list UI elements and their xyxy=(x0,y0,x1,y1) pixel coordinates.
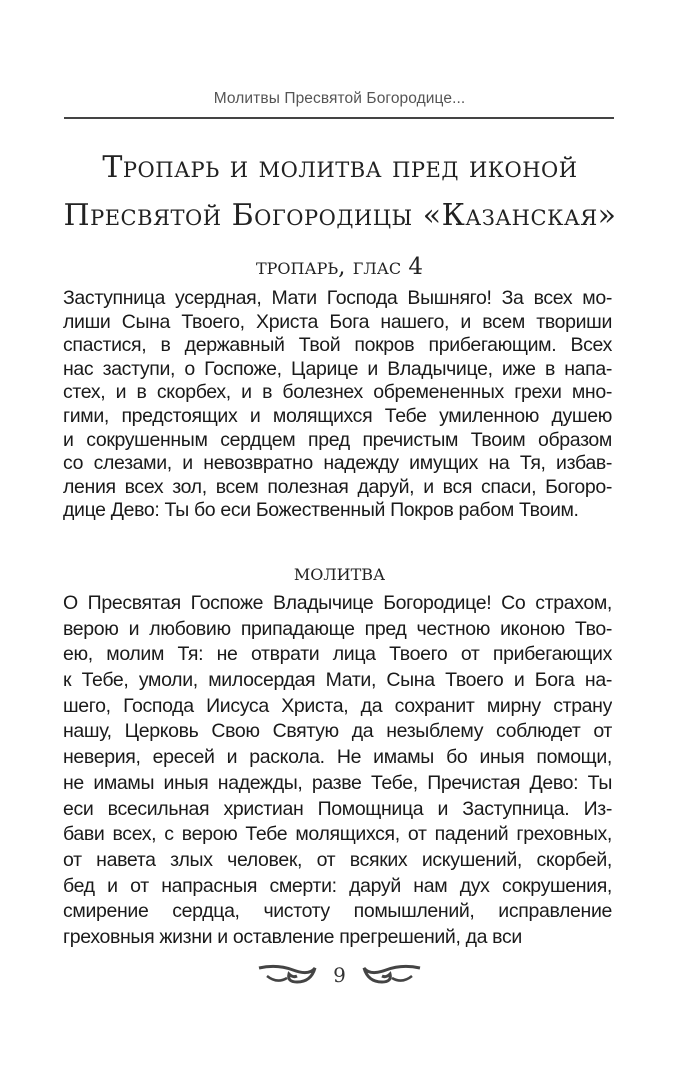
prayer-text xyxy=(63,591,612,951)
text-line: шего, Господа Иисуса Христа, да сохранит мирну страну xyxy=(63,694,612,717)
header-rule xyxy=(64,117,614,119)
text-line: и сокрушенным сердцем пред пречистым Твоим образом xyxy=(63,428,612,451)
scroll-ornament-icon xyxy=(257,962,317,988)
page-number: 9 xyxy=(333,963,346,987)
running-head: Молитвы Пресвятой Богородице... xyxy=(213,90,466,107)
text-line: стех, и в скорбех, и в болезнех обремененных грехи мно- xyxy=(63,381,612,404)
text-line: к Тебе, умоли, милосердая Мати, Сына Твоего и Бога на- xyxy=(63,669,612,692)
text-line: лиши Сына Твоего, Христа Бога нашего, и всем твориши xyxy=(63,310,612,333)
troparion-heading: тропарь, глас 4 xyxy=(255,254,424,280)
text-line: ею, молим Тя: не отврати лица Твоего от прибегающих xyxy=(63,643,612,666)
text-line: О Пресвятая Госпоже Владычице Богородице! Со страхом, xyxy=(63,592,612,614)
text-line: бави всех, с верою Тебе молящихся, от падений греховных, xyxy=(63,823,612,846)
text-line: спастися, в державный Твой покров прибегающим. Всех xyxy=(63,334,612,357)
prayer-heading: молитва xyxy=(293,560,386,586)
text-line: ления всех зол, всем полезная даруй, и вся спаси, Богоро- xyxy=(63,475,612,498)
text-line: дице Дево: Ты бо еси Божественный Покров рабом Твоим. xyxy=(63,499,579,522)
text-line: не имамы иныя надежды, разве Тебе, Пречистая Дево: Ты xyxy=(63,771,612,794)
text-line: бед и от напрасныя смерти: даруй нам дух сокрушения, xyxy=(63,874,612,897)
page-title-line-1: Тропарь и молитва пред иконой xyxy=(102,150,578,185)
page-footer xyxy=(0,962,679,988)
page-title-line-2: Пресвятой Богородицы «Казанская» xyxy=(63,198,617,233)
text-line: нашу, Церковь Свою Святую да незыблему соблюдет от xyxy=(63,720,612,743)
text-line: неверия, ересей и раскола. Не имамы бо иныя помощи, xyxy=(63,746,612,769)
text-line: верою и любовию припадающе пред честною иконою Тво- xyxy=(63,617,612,640)
text-line: Заступница усердная, Мати Господа Вышняго! За всех мо- xyxy=(63,287,612,309)
text-line: нас заступи, о Госпоже, Царице и Владычице, иже в напа- xyxy=(63,357,612,380)
text-line: со слезами, и невозвратно надежду имущих на Тя, избав- xyxy=(63,452,612,475)
text-line: гими, предстоящих и молящихся Тебе умиленною душею xyxy=(63,404,612,427)
text-line: смирение сердца, чистоту помышлений, исправление xyxy=(63,900,612,923)
text-line: от навета злых человек, от всяких искушений, скорбей, xyxy=(63,848,612,871)
text-line: еси всесильная христиан Помощница и Заступница. Из- xyxy=(63,797,612,820)
troparion-text xyxy=(63,287,612,523)
text-line: греховныя жизни и оставление прегрешений, да вси xyxy=(63,925,522,948)
scroll-ornament-icon xyxy=(362,962,422,988)
